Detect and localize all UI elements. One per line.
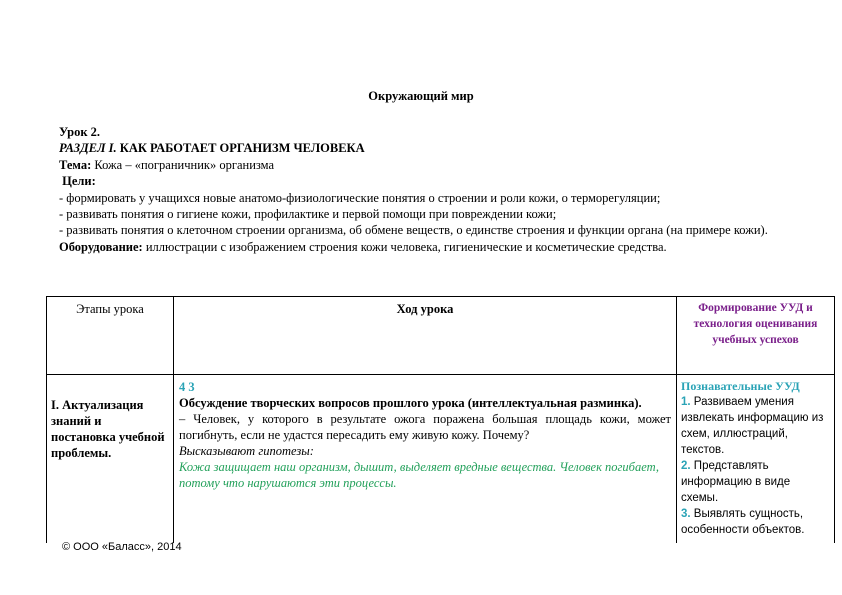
uud-item: 2. Представлять информацию в виде схемы.	[681, 460, 791, 504]
course-cell	[174, 375, 677, 544]
goals-label: Цели:	[62, 174, 96, 189]
table-row	[47, 375, 835, 544]
discussion-title: Обсуждение творческих вопросов прошлого урока (интеллектуальная разминка).	[179, 396, 642, 410]
question-text: – Человек, у которого в результате ожога поражена большая площадь кожи, может погибнуть, если не удастся пересадить ему живую кожу. Почему?	[179, 412, 671, 442]
topic-line: Тема: Кожа – «пограничник» организма	[59, 157, 275, 172]
lesson-number: Урок 2.	[59, 125, 101, 139]
stage-cell: I. Актуализация знаний и постановка учебной проблемы.	[47, 375, 174, 544]
uud-title: Познавательные УУД	[681, 379, 800, 393]
header-course: Ход урока	[174, 297, 677, 375]
header-uud: Формирование УУД и технология оценивания учебных успехов	[677, 297, 835, 375]
lesson-table	[46, 296, 835, 543]
table-header-row	[47, 297, 835, 375]
activity-numbers: 4 3	[179, 380, 195, 394]
goal-item: - развивать понятия о клеточном строении организма, об обмене веществ, о единстве строения и функции органа (на примере кожи).	[59, 223, 768, 238]
section-heading: РАЗДЕЛ I. КАК РАБОТАЕТ ОРГАНИЗМ ЧЕЛОВЕКА	[59, 141, 365, 156]
answer-text: Кожа защищает наш организм, дышит, выделяет вредные вещества. Человек погибает, потому что нарушаются эти процессы.	[179, 460, 660, 490]
document-title: Окружающий мир	[368, 89, 474, 103]
hypotheses-label: Высказывают гипотезы:	[179, 444, 314, 458]
lesson-header	[59, 124, 787, 255]
uud-item: 3. Выявлять сущность, особенности объектов.	[681, 508, 805, 536]
goal-item: - формировать у учащихся новые анатомо-физиологические понятия о строении и роли кожи, о терморегуляции;	[59, 190, 661, 205]
uud-item: 1. Развиваем умения извлекать информацию из схем, иллюстраций, текстов.	[681, 396, 824, 456]
copyright-footer: © ООО «Баласс», 2014	[62, 541, 182, 553]
goal-item: - развивать понятия о гигиене кожи, профилактике и первой помощи при повреждении кожи;	[59, 207, 557, 222]
equipment-line: Оборудование: иллюстрации с изображением строения кожи человека, гигиенические и косметические средства.	[59, 239, 667, 254]
uud-cell	[677, 375, 835, 544]
header-stages: Этапы урока	[47, 297, 174, 375]
